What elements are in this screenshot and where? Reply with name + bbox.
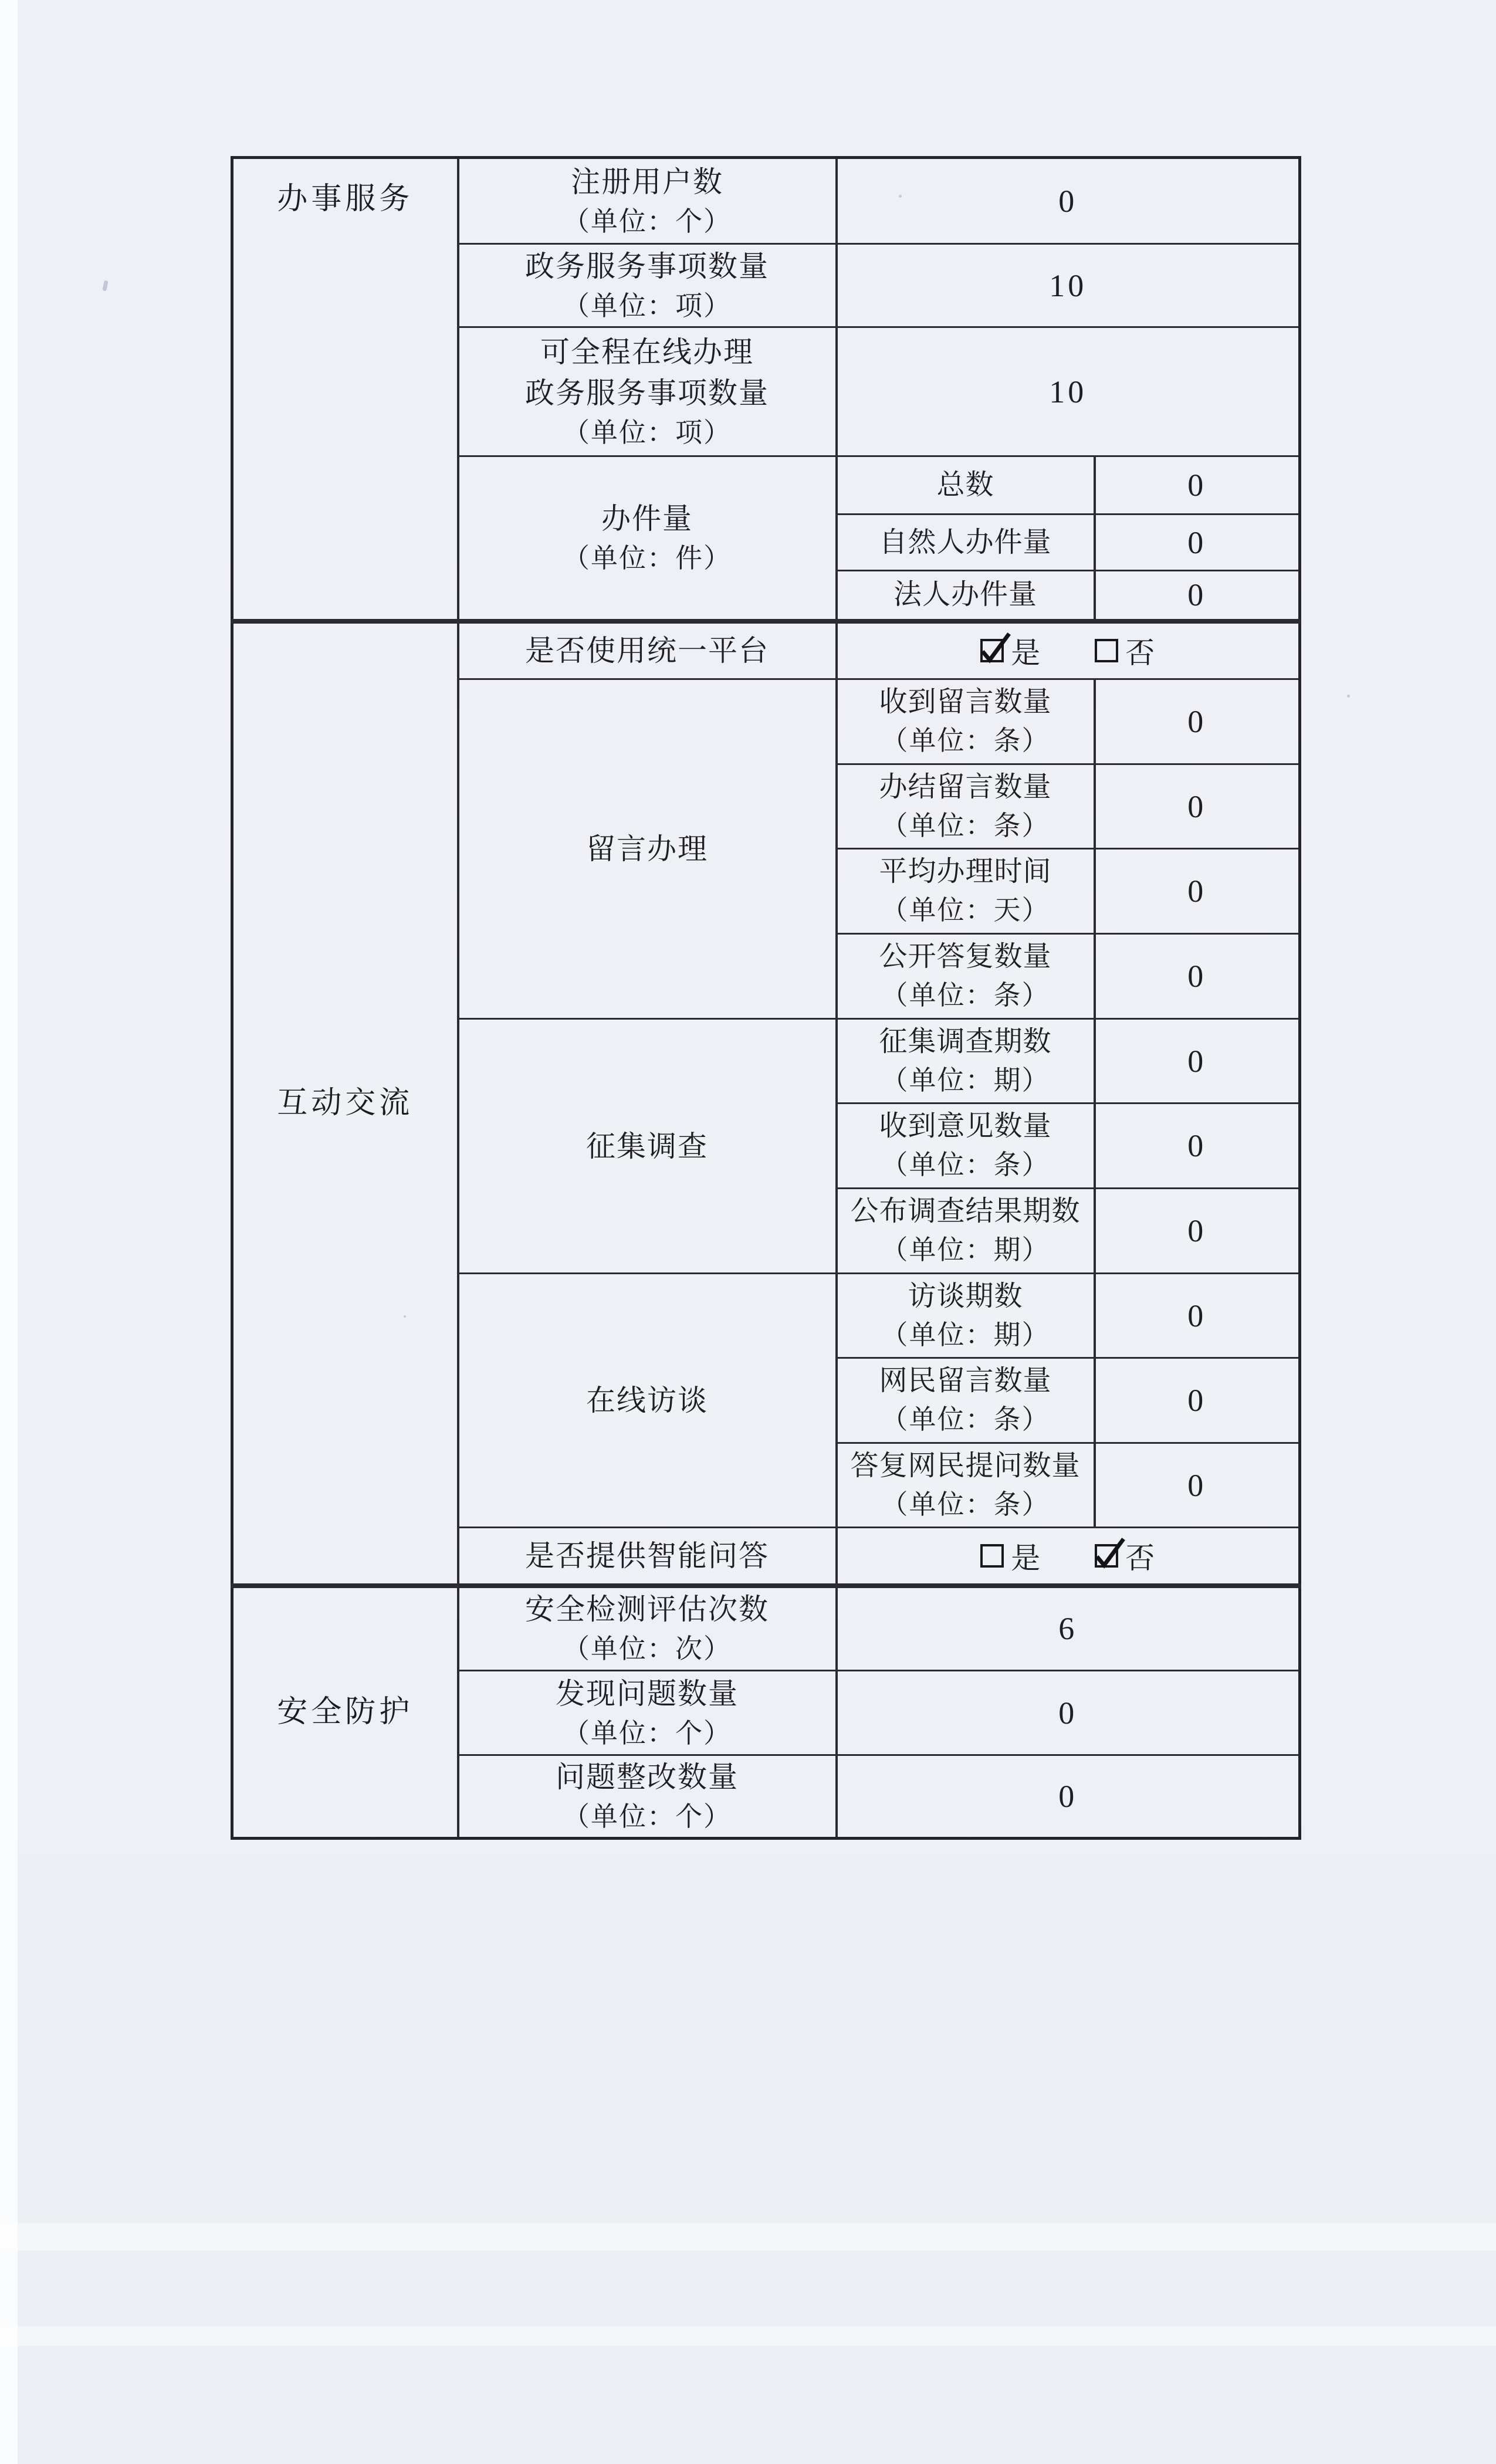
row-unit: （单位：项） bbox=[563, 417, 732, 448]
group-cell-online-interview bbox=[458, 1274, 837, 1528]
sub-label: 收到意见数量 bbox=[879, 1111, 1052, 1142]
group-cell-message-handling bbox=[458, 679, 837, 1019]
value: 0 bbox=[1058, 183, 1078, 219]
sub-label: 总数 bbox=[936, 469, 994, 500]
category-cell-service bbox=[232, 158, 458, 621]
checkbox-checked-icon[interactable] bbox=[1095, 1544, 1118, 1568]
value: 0 bbox=[1187, 524, 1207, 560]
value-cell-security-assessments bbox=[837, 1586, 1300, 1671]
sub-label: 公布调查结果期数 bbox=[850, 1196, 1081, 1227]
sub-label: 平均办理时间 bbox=[879, 856, 1052, 887]
sub-unit: （单位：条） bbox=[881, 810, 1050, 841]
scan-speck bbox=[102, 280, 109, 291]
value-cell-messages-completed bbox=[1095, 764, 1300, 849]
group-cell-survey bbox=[458, 1019, 837, 1274]
value: 0 bbox=[1187, 1298, 1207, 1333]
row-label: 是否使用统一平台 bbox=[525, 634, 769, 668]
sub-unit: （单位：天） bbox=[881, 895, 1050, 925]
row-label: 是否提供智能问答 bbox=[525, 1539, 769, 1572]
label-cell-issues-fixed bbox=[458, 1755, 837, 1839]
sublabel-cell-public-replies bbox=[837, 934, 1095, 1019]
value-cell-legal-person bbox=[1095, 571, 1300, 621]
value: 10 bbox=[1049, 268, 1087, 303]
row-unit: （单位：个） bbox=[563, 1802, 732, 1832]
sublabel-cell-natural-person bbox=[837, 515, 1095, 571]
value-cell-survey-periods bbox=[1095, 1019, 1300, 1104]
checkbox-unchecked-icon[interactable] bbox=[980, 1544, 1004, 1568]
sub-label: 网民留言数量 bbox=[879, 1365, 1052, 1396]
value: 0 bbox=[1187, 468, 1207, 503]
value: 0 bbox=[1058, 1779, 1078, 1814]
row-label: 注册用户数 bbox=[571, 165, 723, 198]
category-label-security: 安全防护 bbox=[277, 1695, 414, 1729]
value-cell-average-time bbox=[1095, 849, 1300, 934]
sub-label: 法人办件量 bbox=[893, 579, 1037, 611]
group-label: 留言办理 bbox=[586, 832, 708, 865]
row-unit: （单位：项） bbox=[563, 290, 732, 321]
value-cell-total bbox=[1095, 456, 1300, 515]
label-cell-online-items bbox=[458, 327, 837, 456]
scan-speck bbox=[1347, 695, 1350, 698]
sublabel-cell-interview-periods bbox=[837, 1274, 1095, 1358]
option-yes-label: 是 bbox=[1011, 637, 1041, 670]
value: 0 bbox=[1187, 1467, 1207, 1503]
value-cell-netizen-messages bbox=[1095, 1358, 1300, 1443]
label-cell-registered-users bbox=[458, 158, 837, 244]
sublabel-cell-survey-opinions bbox=[837, 1104, 1095, 1189]
value: 0 bbox=[1187, 1383, 1207, 1418]
category-cell-security bbox=[232, 1586, 458, 1839]
value: 10 bbox=[1049, 374, 1087, 409]
sub-label: 收到留言数量 bbox=[879, 686, 1052, 717]
label-cell-issues-found bbox=[458, 1671, 837, 1755]
sub-unit: （单位：条） bbox=[881, 1150, 1050, 1180]
annual-report-table bbox=[231, 156, 1301, 1840]
row-unit: （单位：个） bbox=[563, 206, 732, 236]
row-label: 政务服务事项数量 bbox=[525, 249, 769, 283]
value-cell-issues-fixed bbox=[837, 1755, 1300, 1839]
row-unit: （单位：个） bbox=[563, 1718, 732, 1748]
option-no-label: 否 bbox=[1125, 1541, 1156, 1575]
sublabel-cell-netizen-answers bbox=[837, 1443, 1095, 1528]
label-cell-service-items bbox=[458, 244, 837, 327]
sub-label: 自然人办件量 bbox=[879, 526, 1052, 558]
row-label: 安全检测评估次数 bbox=[525, 1593, 769, 1626]
option-no-label: 否 bbox=[1125, 637, 1156, 670]
option-yes bbox=[980, 629, 1041, 672]
sub-unit: （单位：条） bbox=[881, 1404, 1050, 1434]
group-label: 办件量 bbox=[601, 502, 693, 535]
sublabel-cell-legal-person bbox=[837, 571, 1095, 621]
sub-unit: （单位：条） bbox=[881, 726, 1050, 756]
row-label: 可全程在线办理 bbox=[540, 335, 754, 368]
scan-streak bbox=[0, 2326, 1496, 2346]
value-cell-natural-person bbox=[1095, 515, 1300, 571]
checkbox-checked-icon[interactable] bbox=[980, 639, 1004, 662]
label-cell-smart-qa bbox=[458, 1528, 837, 1586]
value-cell-messages-received bbox=[1095, 679, 1300, 764]
label-cell-unified-platform bbox=[458, 621, 837, 679]
category-label-service: 办事服务 bbox=[277, 182, 414, 216]
value: 0 bbox=[1187, 788, 1207, 824]
value-cell-smart-qa bbox=[837, 1528, 1300, 1586]
value-cell-survey-results bbox=[1095, 1189, 1300, 1274]
category-cell-interaction bbox=[232, 621, 458, 1586]
sub-unit: （单位：条） bbox=[881, 1489, 1050, 1519]
sub-unit: （单位：期） bbox=[881, 1065, 1050, 1095]
sublabel-cell-netizen-messages bbox=[837, 1358, 1095, 1443]
sublabel-cell-messages-completed bbox=[837, 764, 1095, 849]
yes-no-options bbox=[841, 1535, 1295, 1577]
value: 0 bbox=[1187, 1213, 1207, 1248]
option-no bbox=[1095, 1535, 1155, 1577]
option-yes-label: 是 bbox=[1011, 1541, 1041, 1575]
value-cell-online-items bbox=[837, 327, 1300, 456]
value-cell-interview-periods bbox=[1095, 1274, 1300, 1358]
value: 0 bbox=[1187, 704, 1207, 739]
value-cell-registered-users bbox=[837, 158, 1300, 244]
checkbox-unchecked-icon[interactable] bbox=[1095, 639, 1118, 662]
sub-label: 公开答复数量 bbox=[879, 941, 1052, 972]
value: 0 bbox=[1187, 1043, 1207, 1079]
row-label: 问题整改数量 bbox=[556, 1761, 739, 1793]
sub-label: 办结留言数量 bbox=[879, 771, 1052, 803]
scanner-edge-strip bbox=[0, 0, 18, 2464]
row-unit: （单位：次） bbox=[563, 1634, 732, 1664]
value-cell-netizen-answers bbox=[1095, 1443, 1300, 1528]
sublabel-cell-survey-results bbox=[837, 1189, 1095, 1274]
value: 6 bbox=[1058, 1611, 1078, 1647]
yes-no-options bbox=[841, 629, 1295, 672]
value: 0 bbox=[1187, 874, 1207, 909]
sub-label: 答复网民提问数量 bbox=[850, 1450, 1081, 1481]
value: 0 bbox=[1187, 959, 1207, 994]
value: 0 bbox=[1058, 1695, 1078, 1731]
value-cell-service-items bbox=[837, 244, 1300, 327]
group-cell-case-volume bbox=[458, 456, 837, 621]
sub-label: 访谈期数 bbox=[908, 1280, 1023, 1312]
sublabel-cell-total bbox=[837, 456, 1095, 515]
sub-unit: （单位：期） bbox=[881, 1235, 1050, 1265]
value: 0 bbox=[1187, 577, 1207, 613]
row-label: 发现问题数量 bbox=[556, 1677, 739, 1710]
category-label-interaction: 互动交流 bbox=[277, 1086, 414, 1120]
value-cell-issues-found bbox=[837, 1671, 1300, 1755]
value-cell-public-replies bbox=[1095, 934, 1300, 1019]
sublabel-cell-messages-received bbox=[837, 679, 1095, 764]
group-unit: （单位：件） bbox=[563, 543, 732, 573]
option-yes bbox=[980, 1535, 1041, 1577]
label-cell-security-assessments bbox=[458, 1586, 837, 1671]
value-cell-survey-opinions bbox=[1095, 1104, 1300, 1189]
group-label: 征集调查 bbox=[586, 1129, 708, 1163]
row-label: 政务服务事项数量 bbox=[525, 376, 769, 409]
scan-streak bbox=[0, 2223, 1496, 2250]
sub-unit: （单位：条） bbox=[881, 980, 1050, 1010]
sub-label: 征集调查期数 bbox=[879, 1025, 1052, 1057]
sub-unit: （单位：期） bbox=[881, 1319, 1050, 1350]
value: 0 bbox=[1187, 1128, 1207, 1163]
sublabel-cell-survey-periods bbox=[837, 1019, 1095, 1104]
sublabel-cell-average-time bbox=[837, 849, 1095, 934]
value-cell-unified-platform bbox=[837, 621, 1300, 679]
group-label: 在线访谈 bbox=[586, 1384, 708, 1417]
option-no bbox=[1095, 629, 1155, 672]
